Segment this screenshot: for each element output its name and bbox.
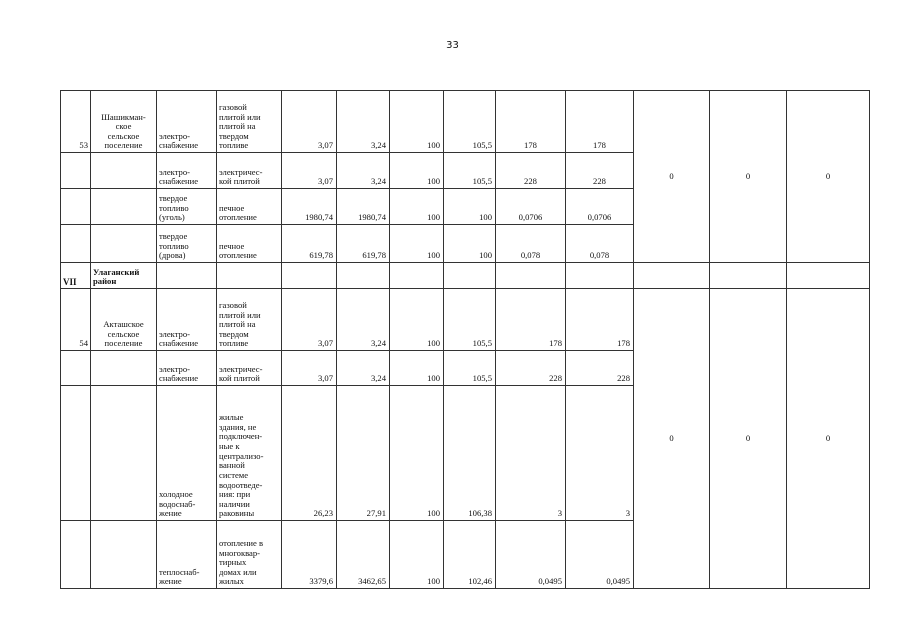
empty-cell [282,263,337,289]
row-number [61,351,91,386]
row-number [61,386,91,521]
service-description: газовой плитой или плитой на твердом топливе [217,91,282,153]
value-cell: 3,07 [282,91,337,153]
zero-value-cell: 0 [710,289,787,589]
value-cell: 27,91 [337,386,390,521]
empty-cell [157,263,217,289]
value-cell: 228 [496,351,566,386]
row-number [61,153,91,189]
service-description: электричес- кой плитой [217,351,282,386]
empty-cell [634,263,710,289]
value-cell: 100 [390,289,444,351]
value-cell: 105,5 [444,153,496,189]
value-cell: 228 [566,351,634,386]
service-description: жилые здания, не подключен- ные к централизо- ванной системе водоотведе- ния: при наличии раковины [217,386,282,521]
table-row [61,91,870,153]
row-number [61,225,91,263]
district-name: Улаганский район [91,263,157,289]
district-number: VII [61,263,91,289]
service-type: холодное водоснаб- жение [157,386,217,521]
value-cell: 100 [390,521,444,589]
tariff-table [60,90,870,589]
value-cell: 0,0495 [496,521,566,589]
settlement-name: Шашикман- ское сельское поселение [91,91,157,153]
empty-cell [444,263,496,289]
value-cell: 1980,74 [337,189,390,225]
value-cell: 3462,65 [337,521,390,589]
row-number [61,521,91,589]
empty-cell [496,263,566,289]
value-cell: 3,07 [282,289,337,351]
value-cell: 100 [390,153,444,189]
value-cell: 0,078 [566,225,634,263]
value-cell: 3,07 [282,153,337,189]
value-cell: 228 [496,153,566,189]
value-cell: 178 [496,289,566,351]
value-cell: 619,78 [337,225,390,263]
value-cell: 178 [566,289,634,351]
service-description: электричес- кой плитой [217,153,282,189]
value-cell: 3,07 [282,351,337,386]
zero-value-cell: 0 [634,289,710,589]
value-cell: 106,38 [444,386,496,521]
value-cell: 100 [444,189,496,225]
empty-cell [337,263,390,289]
value-cell: 100 [390,189,444,225]
page-number: 33 [446,40,459,51]
service-description: газовой плитой или плитой на твердом топливе [217,289,282,351]
service-description: печное отопление [217,225,282,263]
service-type: электро- снабжение [157,153,217,189]
value-cell: 178 [496,91,566,153]
district-row [61,263,870,289]
settlement-name [91,225,157,263]
zero-value-cell: 0 [634,91,710,263]
empty-cell [787,263,870,289]
settlement-name [91,351,157,386]
zero-value-cell: 0 [787,91,870,263]
value-cell: 3 [566,386,634,521]
value-cell: 100 [390,351,444,386]
service-description: печное отопление [217,189,282,225]
value-cell: 105,5 [444,351,496,386]
service-type: электро- снабжение [157,91,217,153]
empty-cell [710,263,787,289]
value-cell: 3,24 [337,153,390,189]
value-cell: 100 [390,91,444,153]
value-cell: 3,24 [337,351,390,386]
value-cell: 0,0706 [566,189,634,225]
value-cell: 26,23 [282,386,337,521]
row-number: 53 [61,91,91,153]
service-description: отопление в многоквар- тирных домах или жилых [217,521,282,589]
service-type: твердое топливо (уголь) [157,189,217,225]
value-cell: 3,24 [337,289,390,351]
settlement-name [91,521,157,589]
empty-cell [217,263,282,289]
value-cell: 102,46 [444,521,496,589]
settlement-name [91,386,157,521]
row-number [61,189,91,225]
table-row [61,289,870,351]
service-type: твердое топливо (дрова) [157,225,217,263]
empty-cell [566,263,634,289]
value-cell: 3 [496,386,566,521]
zero-value-cell: 0 [787,289,870,589]
value-cell: 178 [566,91,634,153]
value-cell: 3,24 [337,91,390,153]
value-cell: 3379,6 [282,521,337,589]
value-cell: 1980,74 [282,189,337,225]
value-cell: 105,5 [444,289,496,351]
row-number: 54 [61,289,91,351]
value-cell: 105,5 [444,91,496,153]
value-cell: 0,0706 [496,189,566,225]
settlement-name [91,189,157,225]
value-cell: 100 [390,225,444,263]
value-cell: 100 [390,386,444,521]
empty-cell [390,263,444,289]
settlement-name [91,153,157,189]
service-type: электро- снабжение [157,289,217,351]
service-type: электро- снабжение [157,351,217,386]
value-cell: 619,78 [282,225,337,263]
service-type: теплоснаб- жение [157,521,217,589]
settlement-name: Акташское сельское поселение [91,289,157,351]
zero-value-cell: 0 [710,91,787,263]
value-cell: 100 [444,225,496,263]
value-cell: 0,0495 [566,521,634,589]
value-cell: 0,078 [496,225,566,263]
value-cell: 228 [566,153,634,189]
